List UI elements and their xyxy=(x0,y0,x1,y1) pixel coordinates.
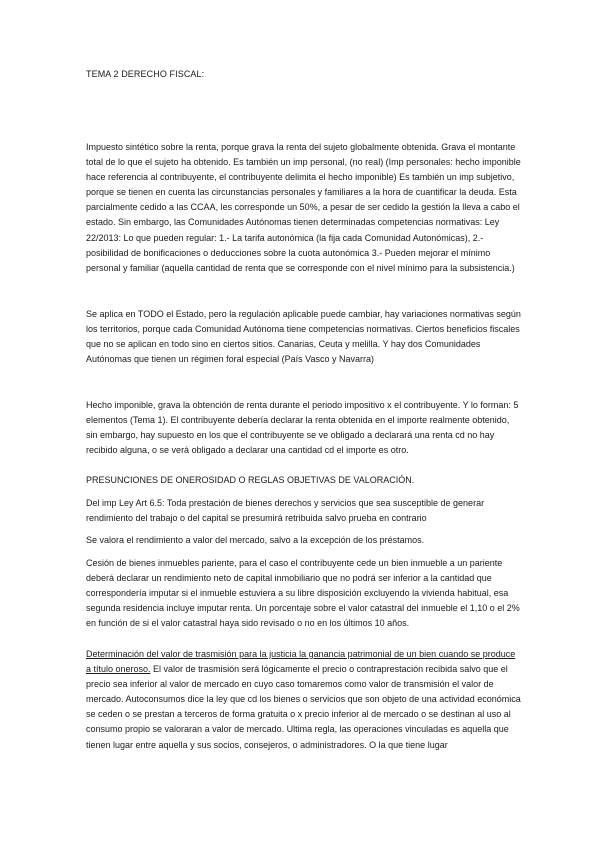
paragraph-art-6-5: Del imp Ley Art 6.5: Toda prestación de bienes derechos y servicios que sea susceptible de generar rendimiento del trabajo o del capital se presumirá retribuida salvo prueba en contrario xyxy=(86,498,485,524)
paragraph-cesion-inmuebles: Cesión de bienes inmuebles pariente, para el caso el contribuyente cede un bien inmueble a un pariente deberá declarar un rendimiento neto de capital inmobiliario que no podrá ser inferior a la cantidad que correspondería imputar si el inmueble estuviera a su libre disposición excluyendo la vivienda habitual, esa segunda residencia incluye imputar renta. Un porcentaje sobre el valor catastral del inmueble el 1,10 o el 2% en función de si el valor catastral haya sido revisado o no en los últimos 10 años. xyxy=(86,558,520,629)
underlined-heading: Determinación del valor de trasmisión para la justicia la ganancia patrimonial de un bien cuando se produce a título oneroso. xyxy=(86,649,516,675)
paragraph-body: El valor de trasmisión será lógicamente el precio o contraprestación recibida salvo que el precio sea inferior al valor de mercado en cuyo caso tomaremos como valor de transmisión el valor de mercado. Autoconsumos dice la ley que cd los bienes o servicios que son objeto de una actividad económica se ceden o se prestan a terceros de forma gratuita o x precio inferior al de mercado o se destinan al uso al consumo propio se valoraran a valor de mercado. Ultima regla, las operaciones vinculadas es aquella que tienen lugar entre aquella y sus socios, consejeros, o administradores. O la que tiene lugar xyxy=(86,664,521,750)
paragraph-valor-trasmision xyxy=(86,647,522,753)
paragraph-irpf-intro: Impuesto sintético sobre la renta, porque grava la renta del sujeto globalmente obtenida. Grava el montante total de lo que el sujeto ha obtenido. Es también un imp personal, (no real) (Imp personales: hecho imponible hace referencia al contribuyente, el contribuyente delimita el hecho imponible) Es también un imp subjetivo, porque se tienen en cuenta las circunstancias personales y familiares a la hora de cuantificar la deuda. Esta parcialmente cedido a las CCAA, les corresponde un 50%, a pesar de ser cedido la gestión la lleva a cabo el estado. Sin embargo, las Comunidades Autónomas tienen determinadas competencias normativas: Ley 22/2013: Lo que pueden regular: 1.- La tarifa autonómica (la fija cada Comunidad Autonómicas), 2.- posibilidad de bonificaciones o deducciones sobre la cuota autonómica 3.- Pueden mejorar el mínimo personal y familiar (aquella cantidad de renta que se corresponde con el nivel mínimo para la subsistencia.) xyxy=(86,142,521,273)
paragraph-valor-mercado: Se valora el rendimiento a valor del mercado, salvo a la excepción de los préstamos. xyxy=(86,535,425,545)
paragraph-hecho-imponible: Hecho imponible, grava la obtención de renta durante el periodo impositivo x el contribuyente. Y lo forman: 5 elementos (Tema 1). El contribuyente debería declarar la renta obtenida en el importe realmente obtenido, sin embargo, hay supuesto en los que el contribuyente se ve obligado a declarará una renta cd no hay recibido alguna, o se verá obligado a declarar una cantidad cd el importe es otro. xyxy=(86,400,519,456)
section-heading-presunciones: PRESUNCIONES DE ONEROSIDAD O REGLAS OBJETIVAS DE VALORACIÓN. xyxy=(86,475,415,485)
paragraph-aplicacion-estado: Se aplica en TODO el Estado, pero la regulación aplicable puede cambiar, hay variaciones normativas según los territorios, porque cada Comunidad Autónoma tiene competencias normativas. Ciertos beneficios fiscales que no se aplican en todo sino en ciertos sitios. Canarias, Ceuta y melilla. Y hay dos Comunidades Autónomas que tienen un régimen foral especial (País Vasco y Navarra) xyxy=(86,309,521,365)
document-title: TEMA 2 DERECHO FISCAL: xyxy=(86,69,205,79)
